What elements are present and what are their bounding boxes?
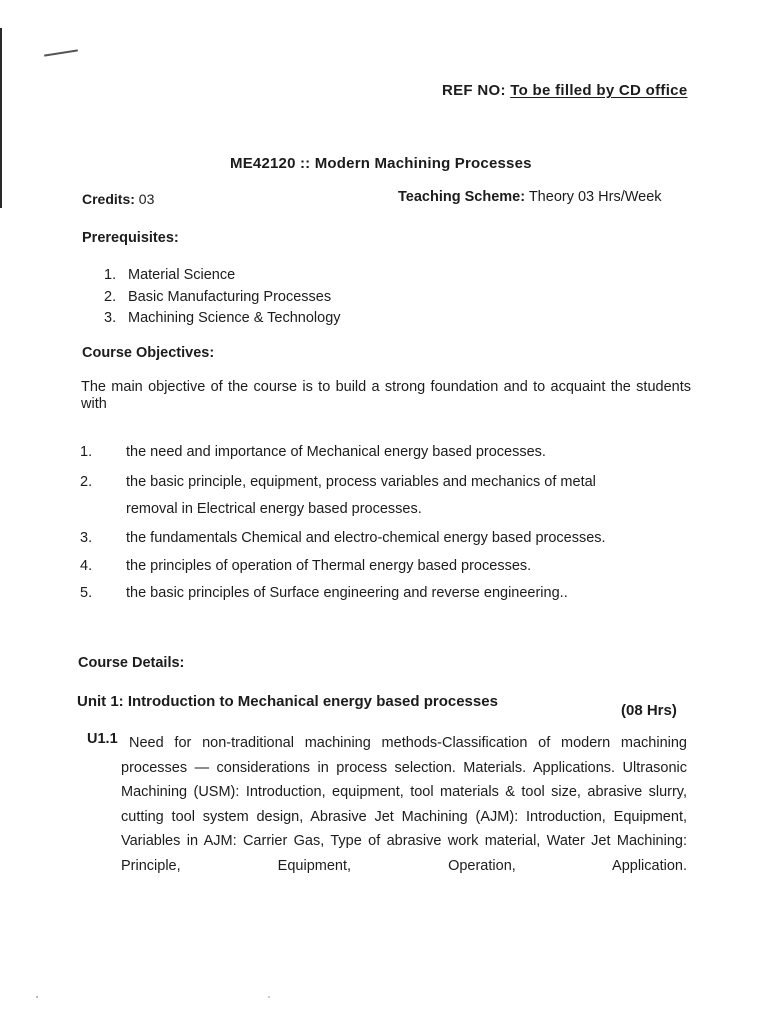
ref-value: To be filled by CD office bbox=[510, 82, 688, 99]
u11-text: Need for non-traditional machining methods-Classification of modern machining processes — considerations in process selection. Materials. Applications. Ultrasonic Machining (USM): Introduction, equipment, tool materials & tool size, abrasive slurry, cutting tool system design, Abrasive Jet Machining (AJM): Introduction, Equipment, Variables in AJM: Carrier Gas, Type of abrasive work material, Water Jet Machining: Principle, Equipment, Operation, Application. bbox=[121, 735, 687, 874]
prerequisites-list bbox=[104, 265, 341, 330]
unit1-hours: (08 Hrs) bbox=[621, 702, 677, 719]
scan-edge-line bbox=[0, 28, 2, 208]
credits-label: Credits: bbox=[82, 191, 135, 207]
objectives-heading: Course Objectives: bbox=[82, 345, 215, 361]
scheme-value: Theory 03 Hrs/Week bbox=[528, 189, 662, 205]
objectives-intro: The main objective of the course is to build a strong foundation and to acquaint the students with bbox=[81, 379, 691, 412]
credits-value: 03 bbox=[138, 191, 155, 207]
unit1-title: Unit 1: Introduction to Mechanical energy based processes bbox=[77, 693, 498, 710]
course-title: ME42120 :: Modern Machining Processes bbox=[230, 155, 532, 172]
ref-number bbox=[442, 82, 687, 99]
scan-speck bbox=[36, 996, 38, 998]
list-item: 3. Machining Science & Technology bbox=[104, 310, 341, 326]
list-item: 2. Basic Manufacturing Processes bbox=[104, 288, 332, 305]
scheme-label: Teaching Scheme: bbox=[398, 189, 526, 205]
u11-description bbox=[121, 731, 687, 878]
course-details-heading: Course Details: bbox=[78, 655, 185, 671]
list-item: 1. Material Science bbox=[104, 267, 236, 283]
u11-label: U1.1 bbox=[87, 731, 118, 747]
teaching-scheme bbox=[398, 189, 662, 205]
document-page: REF NO: To be filled by CD office ME42120 :: Modern Machining Processes Credits: 03 Teaching Scheme: Theory 03 Hrs/Week Prerequisites: 1. Material Science 2. Basic Manufacturing Processes 3. Machining Science & Technology Course Objectives: The main objective of the course is to build a strong foundation and to acquaint the students with 1. the need and importance of Mechanical energy based processes. 2. the basic principle, equipment, process variables and mechanics of metal removal in Electrical energy based processes. 3. the fundamentals Chemical and electro-chemical energy based processes. 4. the principles of operation of Thermal energy based processes. 5. the basic principles of Surface engineering and reverse engineering.. Course Details: Unit 1: Introduction to Mechanical energy based processes (08 Hrs) U1.1 Need for non-traditional machining methods-Classification of modern machining processes — considerations in process selection. Materials. Applications. Ultrasonic Machining (USM): Introduction, equipment, tool materials & tool size, abrasive slurry, cutting tool system design, Abrasive Jet Machining (AJM): Introduction, Equipment, Variables in AJM: Carrier Gas, Type of abrasive work material, Water Jet Machining: Principle, Equipment, Operation, Application. bbox=[0, 0, 768, 1024]
credits bbox=[82, 191, 154, 207]
scan-speck bbox=[268, 996, 270, 998]
stray-pen-mark bbox=[44, 49, 78, 56]
prerequisites-heading: Prerequisites: bbox=[82, 230, 179, 246]
ref-label: REF NO: bbox=[442, 82, 506, 99]
